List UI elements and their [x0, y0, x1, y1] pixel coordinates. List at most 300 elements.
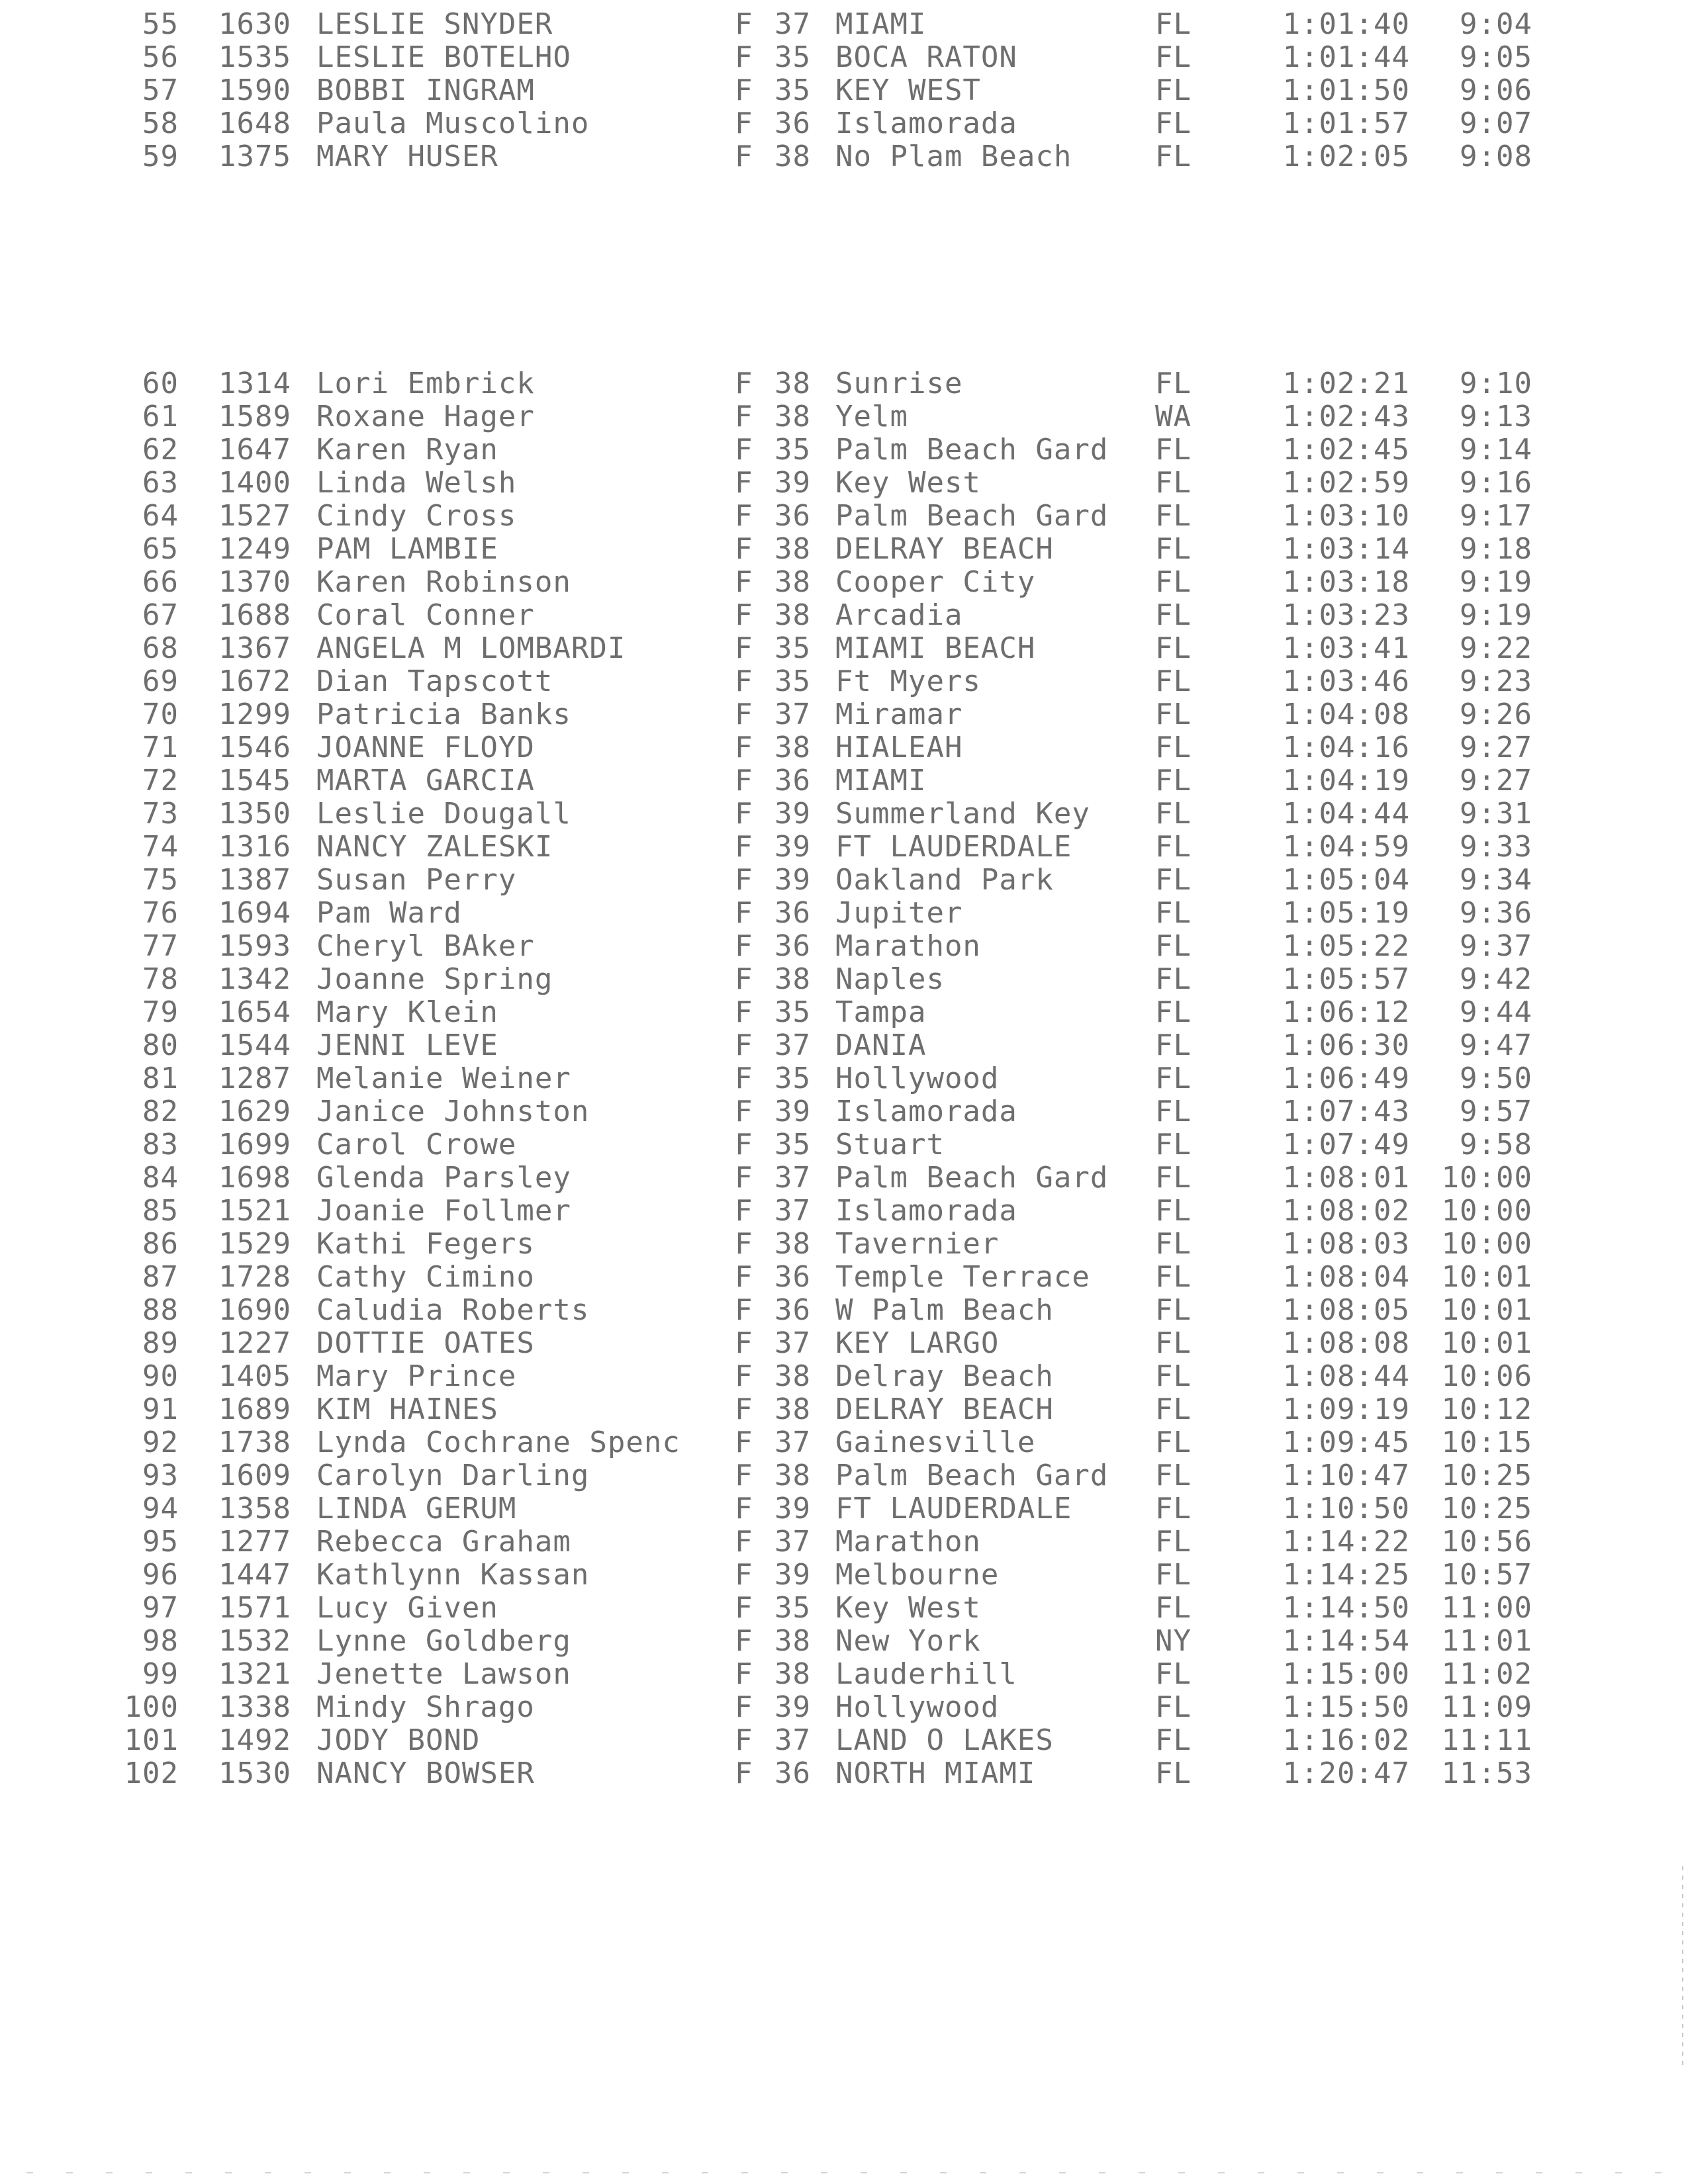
pace-cell: 10:15 [1441, 1426, 1532, 1459]
bib-cell: 1375 [218, 140, 291, 173]
place-cell: 95 [142, 1525, 179, 1559]
age-cell: 38 [774, 731, 811, 764]
state-cell: FL [1155, 1293, 1192, 1327]
place-cell: 101 [124, 1723, 179, 1757]
sex-cell: F [735, 1624, 753, 1658]
age-cell: 35 [774, 1128, 811, 1161]
runner-name-cell: Cathy Cimino [316, 1260, 535, 1294]
result-row [0, 1095, 1688, 1128]
city-cell: FT LAUDERDALE [835, 830, 1072, 864]
age-cell: 37 [774, 1326, 811, 1360]
city-cell: KEY LARGO [835, 1326, 1000, 1360]
bib-cell: 1350 [218, 797, 291, 831]
state-cell: FL [1155, 896, 1192, 930]
pace-cell: 10:12 [1441, 1392, 1532, 1426]
place-cell: 64 [142, 499, 179, 533]
bib-cell: 1647 [218, 433, 291, 467]
place-cell: 62 [142, 433, 179, 467]
finish-time-cell: 1:10:50 [1282, 1492, 1410, 1525]
bib-cell: 1400 [218, 466, 291, 500]
sex-cell: F [735, 433, 753, 467]
state-cell: FL [1155, 1426, 1192, 1459]
finish-time-cell: 1:02:05 [1282, 140, 1410, 173]
place-cell: 57 [142, 73, 179, 107]
bib-cell: 1694 [218, 896, 291, 930]
bib-cell: 1249 [218, 532, 291, 566]
runner-name-cell: Paula Muscolino [316, 107, 590, 140]
city-cell: DELRAY BEACH [835, 1392, 1054, 1426]
bib-cell: 1545 [218, 764, 291, 797]
state-cell: FL [1155, 797, 1192, 831]
state-cell: FL [1155, 995, 1192, 1029]
runner-name-cell: JOANNE FLOYD [316, 731, 535, 764]
bib-cell: 1447 [218, 1558, 291, 1592]
city-cell: Yelm [835, 400, 908, 433]
sex-cell: F [735, 664, 753, 698]
runner-name-cell: LESLIE BOTELHO [316, 40, 571, 74]
result-row [0, 963, 1688, 996]
place-cell: 85 [142, 1194, 179, 1228]
finish-time-cell: 1:14:22 [1282, 1525, 1410, 1559]
result-row [0, 996, 1688, 1029]
place-cell: 90 [142, 1359, 179, 1393]
pace-cell: 10:00 [1441, 1161, 1532, 1195]
pace-cell: 10:00 [1441, 1194, 1532, 1228]
finish-time-cell: 1:05:22 [1282, 929, 1410, 963]
state-cell: FL [1155, 367, 1192, 400]
bib-cell: 1648 [218, 107, 291, 140]
runner-name-cell: Joanie Follmer [316, 1194, 571, 1228]
sex-cell: F [735, 995, 753, 1029]
sex-cell: F [735, 1591, 753, 1625]
place-cell: 80 [142, 1028, 179, 1062]
state-cell: FL [1155, 1392, 1192, 1426]
runner-name-cell: Caludia Roberts [316, 1293, 590, 1327]
bib-cell: 1321 [218, 1657, 291, 1691]
age-cell: 35 [774, 664, 811, 698]
state-cell: FL [1155, 863, 1192, 897]
sex-cell: F [735, 1657, 753, 1691]
runner-name-cell: BOBBI INGRAM [316, 73, 535, 107]
sex-cell: F [735, 367, 753, 400]
sex-cell: F [735, 1194, 753, 1228]
pace-cell: 9:06 [1460, 73, 1532, 107]
runner-name-cell: Patricia Banks [316, 698, 571, 731]
finish-time-cell: 1:09:19 [1282, 1392, 1410, 1426]
finish-time-cell: 1:15:00 [1282, 1657, 1410, 1691]
bib-cell: 1342 [218, 962, 291, 996]
age-cell: 37 [774, 698, 811, 731]
sex-cell: F [735, 1392, 753, 1426]
sex-cell: F [735, 1227, 753, 1261]
result-row [0, 41, 1688, 74]
pace-cell: 9:05 [1460, 40, 1532, 74]
city-cell: Palm Beach Gard [835, 433, 1109, 467]
place-cell: 63 [142, 466, 179, 500]
city-cell: W Palm Beach [835, 1293, 1054, 1327]
finish-time-cell: 1:03:10 [1282, 499, 1410, 533]
runner-name-cell: Rebecca Graham [316, 1525, 571, 1559]
age-cell: 37 [774, 1161, 811, 1195]
city-cell: Key West [835, 466, 981, 500]
place-cell: 88 [142, 1293, 179, 1327]
runner-name-cell: Mary Prince [316, 1359, 517, 1393]
state-cell: FL [1155, 1657, 1192, 1691]
pace-cell: 9:13 [1460, 400, 1532, 433]
age-cell: 38 [774, 532, 811, 566]
result-row [0, 1261, 1688, 1294]
pace-cell: 9:36 [1460, 896, 1532, 930]
runner-name-cell: MARY HUSER [316, 140, 498, 173]
finish-time-cell: 1:04:59 [1282, 830, 1410, 864]
pace-cell: 9:14 [1460, 433, 1532, 467]
city-cell: Key West [835, 1591, 981, 1625]
result-row [0, 864, 1688, 897]
age-cell: 39 [774, 1558, 811, 1592]
runner-name-cell: MARTA GARCIA [316, 764, 535, 797]
city-cell: DANIA [835, 1028, 927, 1062]
city-cell: Palm Beach Gard [835, 499, 1109, 533]
sex-cell: F [735, 499, 753, 533]
state-cell: FL [1155, 1326, 1192, 1360]
state-cell: FL [1155, 466, 1192, 500]
finish-time-cell: 1:02:43 [1282, 400, 1410, 433]
place-cell: 86 [142, 1227, 179, 1261]
finish-time-cell: 1:01:40 [1282, 7, 1410, 41]
result-row [0, 400, 1688, 433]
pace-cell: 10:01 [1441, 1260, 1532, 1294]
finish-time-cell: 1:20:47 [1282, 1756, 1410, 1790]
runner-name-cell: Cindy Cross [316, 499, 517, 533]
place-cell: 83 [142, 1128, 179, 1161]
place-cell: 94 [142, 1492, 179, 1525]
result-row [0, 1195, 1688, 1228]
state-cell: NY [1155, 1624, 1192, 1658]
runner-name-cell: LESLIE SNYDER [316, 7, 553, 41]
bib-cell: 1287 [218, 1062, 291, 1095]
sex-cell: F [735, 400, 753, 433]
city-cell: Cooper City [835, 565, 1036, 599]
pace-cell: 11:02 [1441, 1657, 1532, 1691]
city-cell: Tavernier [835, 1227, 1000, 1261]
bib-cell: 1546 [218, 731, 291, 764]
bib-cell: 1589 [218, 400, 291, 433]
bib-cell: 1316 [218, 830, 291, 864]
pace-cell: 9:50 [1460, 1062, 1532, 1095]
age-cell: 38 [774, 140, 811, 173]
sex-cell: F [735, 40, 753, 74]
bib-cell: 1571 [218, 1591, 291, 1625]
place-cell: 59 [142, 140, 179, 173]
pace-cell: 9:22 [1460, 631, 1532, 665]
state-cell: FL [1155, 664, 1192, 698]
runner-name-cell: Janice Johnston [316, 1095, 590, 1128]
pace-cell: 9:47 [1460, 1028, 1532, 1062]
bib-cell: 1699 [218, 1128, 291, 1161]
age-cell: 39 [774, 863, 811, 897]
bib-cell: 1405 [218, 1359, 291, 1393]
runner-name-cell: Susan Perry [316, 863, 517, 897]
state-cell: FL [1155, 1591, 1192, 1625]
place-cell: 102 [124, 1756, 179, 1790]
city-cell: Summerland Key [835, 797, 1090, 831]
age-cell: 37 [774, 1525, 811, 1559]
pace-cell: 9:34 [1460, 863, 1532, 897]
place-cell: 75 [142, 863, 179, 897]
age-cell: 38 [774, 1459, 811, 1492]
place-cell: 70 [142, 698, 179, 731]
bib-cell: 1314 [218, 367, 291, 400]
pace-cell: 9:26 [1460, 698, 1532, 731]
result-row [0, 1228, 1688, 1261]
sex-cell: F [735, 896, 753, 930]
sex-cell: F [735, 466, 753, 500]
sex-cell: F [735, 631, 753, 665]
age-cell: 35 [774, 1062, 811, 1095]
result-row [0, 1062, 1688, 1095]
result-row [0, 698, 1688, 731]
result-row [0, 8, 1688, 41]
runner-name-cell: Mary Klein [316, 995, 498, 1029]
city-cell: BOCA RATON [835, 40, 1017, 74]
runner-name-cell: Lynne Goldberg [316, 1624, 571, 1658]
bib-cell: 1728 [218, 1260, 291, 1294]
age-cell: 37 [774, 1723, 811, 1757]
bib-cell: 1654 [218, 995, 291, 1029]
state-cell: FL [1155, 1690, 1192, 1724]
city-cell: Palm Beach Gard [835, 1161, 1109, 1195]
result-row [0, 831, 1688, 864]
sex-cell: F [735, 698, 753, 731]
finish-time-cell: 1:08:05 [1282, 1293, 1410, 1327]
finish-time-cell: 1:02:59 [1282, 466, 1410, 500]
bib-cell: 1535 [218, 40, 291, 74]
age-cell: 36 [774, 1293, 811, 1327]
runner-name-cell: Linda Welsh [316, 466, 517, 500]
state-cell: FL [1155, 140, 1192, 173]
state-cell: FL [1155, 598, 1192, 632]
age-cell: 39 [774, 797, 811, 831]
pace-cell: 9:04 [1460, 7, 1532, 41]
result-row [0, 1360, 1688, 1393]
finish-time-cell: 1:05:19 [1282, 896, 1410, 930]
sex-cell: F [735, 1028, 753, 1062]
sex-cell: F [735, 962, 753, 996]
sex-cell: F [735, 1459, 753, 1492]
state-cell: FL [1155, 1194, 1192, 1228]
bib-cell: 1590 [218, 73, 291, 107]
runner-name-cell: Joanne Spring [316, 962, 553, 996]
result-row [0, 433, 1688, 467]
bib-cell: 1370 [218, 565, 291, 599]
finish-time-cell: 1:05:04 [1282, 863, 1410, 897]
bib-cell: 1690 [218, 1293, 291, 1327]
age-cell: 38 [774, 1657, 811, 1691]
place-cell: 99 [142, 1657, 179, 1691]
finish-time-cell: 1:09:45 [1282, 1426, 1410, 1459]
state-cell: FL [1155, 1128, 1192, 1161]
result-row [0, 140, 1688, 173]
age-cell: 35 [774, 73, 811, 107]
bib-cell: 1630 [218, 7, 291, 41]
result-row [0, 1492, 1688, 1525]
place-cell: 67 [142, 598, 179, 632]
bib-cell: 1338 [218, 1690, 291, 1724]
runner-name-cell: Lynda Cochrane Spenc [316, 1426, 680, 1459]
place-cell: 60 [142, 367, 179, 400]
finish-time-cell: 1:03:18 [1282, 565, 1410, 599]
pace-cell: 11:53 [1441, 1756, 1532, 1790]
result-row [0, 1525, 1688, 1559]
pace-cell: 10:01 [1441, 1326, 1532, 1360]
finish-time-cell: 1:02:21 [1282, 367, 1410, 400]
sex-cell: F [735, 1558, 753, 1592]
city-cell: HIALEAH [835, 731, 963, 764]
city-cell: Delray Beach [835, 1359, 1054, 1393]
sex-cell: F [735, 140, 753, 173]
results-block-top [0, 8, 1688, 173]
bib-cell: 1227 [218, 1326, 291, 1360]
sex-cell: F [735, 532, 753, 566]
city-cell: MIAMI [835, 7, 927, 41]
result-row [0, 1128, 1688, 1161]
bib-cell: 1521 [218, 1194, 291, 1228]
city-cell: Arcadia [835, 598, 963, 632]
scan-edge-mark [1682, 1866, 1683, 2065]
state-cell: FL [1155, 1525, 1192, 1559]
bib-cell: 1672 [218, 664, 291, 698]
city-cell: Temple Terrace [835, 1260, 1090, 1294]
state-cell: FL [1155, 433, 1192, 467]
city-cell: DELRAY BEACH [835, 532, 1054, 566]
city-cell: FT LAUDERDALE [835, 1492, 1072, 1525]
state-cell: FL [1155, 731, 1192, 764]
state-cell: FL [1155, 764, 1192, 797]
result-row [0, 1625, 1688, 1658]
sex-cell: F [735, 1260, 753, 1294]
age-cell: 36 [774, 107, 811, 140]
state-cell: FL [1155, 7, 1192, 41]
city-cell: Islamorada [835, 1194, 1017, 1228]
bib-cell: 1698 [218, 1161, 291, 1195]
finish-time-cell: 1:03:41 [1282, 631, 1410, 665]
place-cell: 79 [142, 995, 179, 1029]
runner-name-cell: JENNI LEVE [316, 1028, 498, 1062]
result-row [0, 1393, 1688, 1426]
runner-name-cell: Karen Robinson [316, 565, 571, 599]
result-row [0, 731, 1688, 764]
sex-cell: F [735, 830, 753, 864]
city-cell: Lauderhill [835, 1657, 1017, 1691]
pace-cell: 10:57 [1441, 1558, 1532, 1592]
city-cell: Sunrise [835, 367, 963, 400]
finish-time-cell: 1:04:19 [1282, 764, 1410, 797]
place-cell: 66 [142, 565, 179, 599]
runner-name-cell: NANCY BOWSER [316, 1756, 535, 1790]
city-cell: LAND O LAKES [835, 1723, 1054, 1757]
place-cell: 56 [142, 40, 179, 74]
place-cell: 77 [142, 929, 179, 963]
bib-cell: 1593 [218, 929, 291, 963]
runner-name-cell: Lori Embrick [316, 367, 535, 400]
finish-time-cell: 1:06:12 [1282, 995, 1410, 1029]
bib-cell: 1689 [218, 1392, 291, 1426]
runner-name-cell: Kathlynn Kassan [316, 1558, 590, 1592]
city-cell: Hollywood [835, 1690, 1000, 1724]
sex-cell: F [735, 1525, 753, 1559]
place-cell: 71 [142, 731, 179, 764]
place-cell: 55 [142, 7, 179, 41]
bib-cell: 1530 [218, 1756, 291, 1790]
pace-cell: 10:25 [1441, 1492, 1532, 1525]
runner-name-cell: Jenette Lawson [316, 1657, 571, 1691]
state-cell: FL [1155, 1558, 1192, 1592]
pace-cell: 9:23 [1460, 664, 1532, 698]
age-cell: 38 [774, 1624, 811, 1658]
finish-time-cell: 1:01:57 [1282, 107, 1410, 140]
sex-cell: F [735, 1161, 753, 1195]
result-row [0, 930, 1688, 963]
state-cell: FL [1155, 1756, 1192, 1790]
city-cell: NORTH MIAMI [835, 1756, 1036, 1790]
age-cell: 38 [774, 598, 811, 632]
pace-cell: 10:25 [1441, 1459, 1532, 1492]
runner-name-cell: PAM LAMBIE [316, 532, 498, 566]
age-cell: 37 [774, 1028, 811, 1062]
finish-time-cell: 1:03:46 [1282, 664, 1410, 698]
age-cell: 36 [774, 499, 811, 533]
bib-cell: 1544 [218, 1028, 291, 1062]
state-cell: FL [1155, 532, 1192, 566]
result-row [0, 533, 1688, 566]
sex-cell: F [735, 565, 753, 599]
result-row [0, 1724, 1688, 1757]
finish-time-cell: 1:14:50 [1282, 1591, 1410, 1625]
finish-time-cell: 1:01:50 [1282, 73, 1410, 107]
sex-cell: F [735, 731, 753, 764]
pace-cell: 9:57 [1460, 1095, 1532, 1128]
city-cell: Marathon [835, 1525, 981, 1559]
result-row [0, 1592, 1688, 1625]
pace-cell: 9:27 [1460, 731, 1532, 764]
sex-cell: F [735, 1690, 753, 1724]
result-row [0, 599, 1688, 632]
runner-name-cell: Mindy Shrago [316, 1690, 535, 1724]
place-cell: 69 [142, 664, 179, 698]
place-cell: 78 [142, 962, 179, 996]
finish-time-cell: 1:04:44 [1282, 797, 1410, 831]
result-row [0, 665, 1688, 698]
finish-time-cell: 1:16:02 [1282, 1723, 1410, 1757]
result-row [0, 1559, 1688, 1592]
place-cell: 68 [142, 631, 179, 665]
runner-name-cell: Roxane Hager [316, 400, 535, 433]
age-cell: 35 [774, 1591, 811, 1625]
finish-time-cell: 1:10:47 [1282, 1459, 1410, 1492]
sex-cell: F [735, 764, 753, 797]
bib-cell: 1492 [218, 1723, 291, 1757]
age-cell: 38 [774, 367, 811, 400]
city-cell: Palm Beach Gard [835, 1459, 1109, 1492]
result-row [0, 1459, 1688, 1492]
runner-name-cell: Glenda Parsley [316, 1161, 571, 1195]
bib-cell: 1529 [218, 1227, 291, 1261]
age-cell: 37 [774, 1194, 811, 1228]
age-cell: 38 [774, 962, 811, 996]
result-row [0, 1757, 1688, 1790]
finish-time-cell: 1:02:45 [1282, 433, 1410, 467]
runner-name-cell: Dian Tapscott [316, 664, 553, 698]
